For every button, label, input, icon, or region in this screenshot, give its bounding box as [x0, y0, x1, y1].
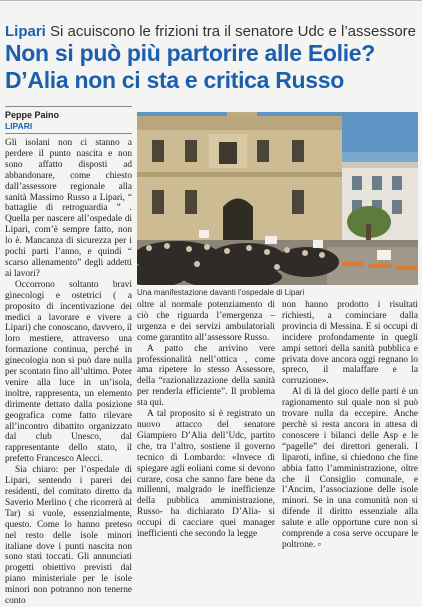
paragraph: oltre al normale potenziamento di ciò che riguarda l’emergenza –urgenza e dei servizi ambulatoriali come garantito all’assessore Russo. [137, 300, 275, 343]
paragraph: Occorrono soltanto bravi ginecologi e ostetrici ( a proposito di incentivazione dei medici a lavorare e vivere a Lipari) che conoscano, davvero, il loro mestiere, attraverso una formazione continua, perché in ginecologia non si può dare nulla per scontato fino all’ultimo. Poter venire alla luce in un’isola, inoltre, rappresenta, un elemento dirimente dettato dalla posizione geografica come fatto rilevare all’incontro dibattito organizzato dal club Unesco, dal rappresentante dello stato, il prefetto Francesco Alecci. [5, 279, 133, 465]
byline [5, 106, 132, 132]
kicker [5, 23, 416, 40]
author-name: Peppe Paino [5, 110, 60, 120]
headline-line-1: Non si può più partorire alle Eolie? [5, 40, 376, 66]
kicker-place: Lipari [5, 23, 46, 40]
column-3 [282, 300, 418, 551]
column-2 [137, 300, 275, 540]
photo-caption: Una manifestazione davanti l’ospedale di Lipari [137, 288, 305, 297]
hospital-protest-photo [137, 112, 418, 285]
paragraph: A patto che arrivino vere professionalità nell’ottica , come ama ripetere lo stesso Assessore, della “razionalizzazione della sanità per renderla efficiente”. Il problema sta qui. [137, 343, 275, 409]
paragraph: Al di là del gioco delle parti è un ragionamento sul quale non si può trovare nulla da eccepire. Anche perchè si resta ancora in attesa di conoscere i bilanci delle Asp e le “pagelle” dei direttori generali. I liparoti, infine, si chiedono che fine abbia fatto l’amministrazione, oltre che il Consiglio comunale, e l’Ancim, l’associazione delle isole minori. Se in una comunità non si difende il diritto essenziale alla salute e alle opportune cure non si comprende a cosa serve occupare le poltrone. ▫ [282, 387, 418, 550]
headline [5, 40, 419, 94]
top-rule [0, 0, 422, 7]
column-1 [5, 138, 132, 607]
paragraph: A tal proposito si è registrato un nuovo attacco del senatore Giampiero D’Alia dell’Udc, partito che, tra l’altro, sostiene il governo tecnico di Lombardo: «Invece di spiegare agli eoliani come si devono curare, cosa che sanno fare bene da millenni, malgrado le inefficienze della pubblica amministrazione, Russo- ha dichiarato D’Alia- si occupi di cacciare quei manager inefficienti che secondo la legge [137, 409, 275, 540]
byline-rule [5, 133, 132, 134]
paragraph: Sia chiaro: per l’ospedale di Lipari, sentendo i pareri dei residenti, del comitato diretto da Saverio Merlino ( che ricorrerà al Tar) si vuole, essenzialmente, questo. Come lo hanno preteso nel resto delle isole minori italiane dove i punti nascita non sono stati toccati. Gli annunciati progetti obiettivo previsti dal piano ministeriale per le isole minori non potranno non tenerne conto [5, 465, 132, 607]
paragraph: non hanno prodotto i risultati richiesti, a cominciare dalla provincia di Messina. E si occupi di incidere profondamente in quegli ampi settori della sanità pubblica e privata dove ancora oggi regnano lo spreco, il malaffare e la corruzione». [282, 300, 418, 387]
headline-line-2: D’Alia non ci sta e critica Russo [5, 67, 345, 93]
kicker-text: Si acuiscono le frizioni tra il senatore Udc e l’assessore [45, 23, 417, 40]
dateline-location: LIPARI [5, 121, 33, 131]
paragraph: Gli isolani non ci stanno a perdere il punto nascita e non sono affatto disposti ad abbandonare, come chiesto dall’assessore regionale alla sanità Massimo Russo a Lipari, “ battaglie di retroguardia ” . Quella per nascere all’ospedale di Lipari, com’è sempre fatto, non lo è. Mancanza di sicurezza per i pochi parti l’anno, e quindi “ scarso allenamento” degli addetti ai lavori? [5, 138, 132, 279]
